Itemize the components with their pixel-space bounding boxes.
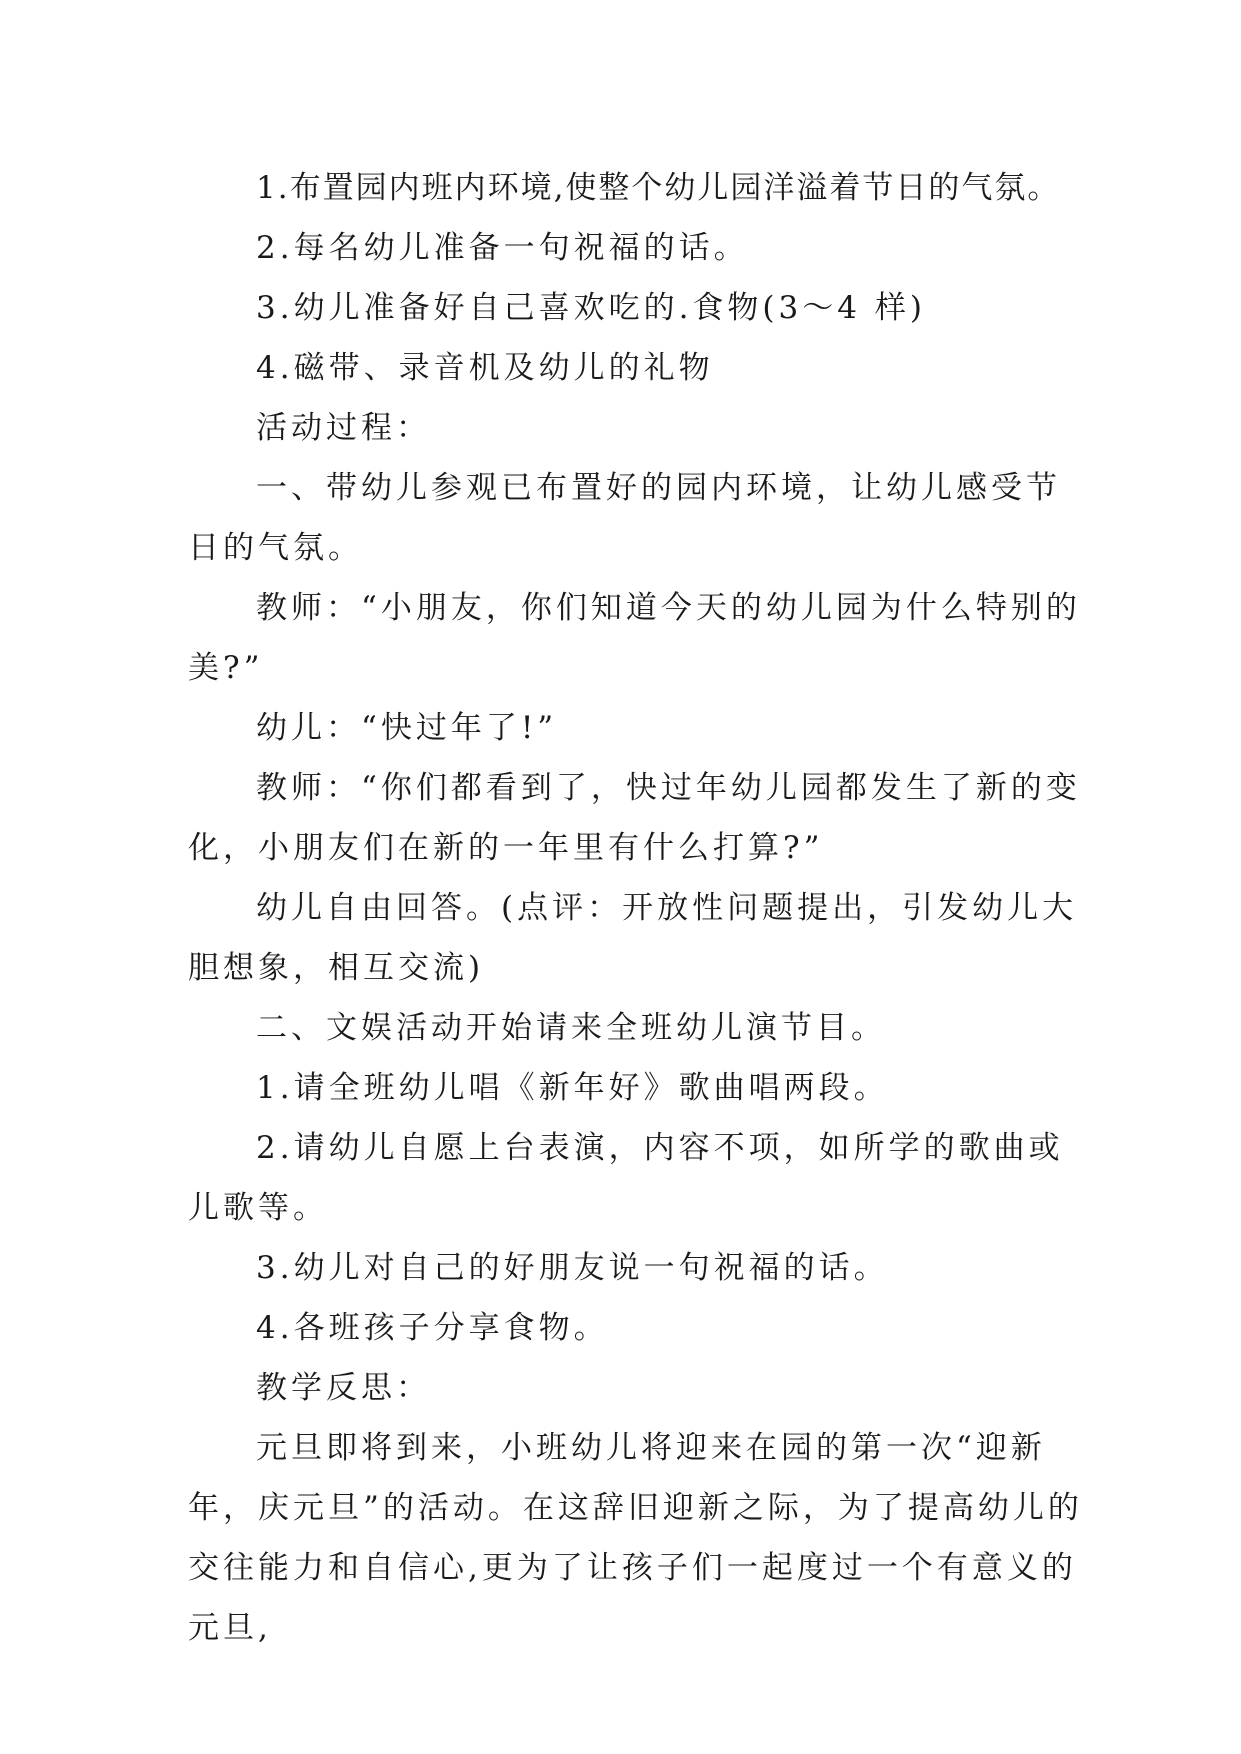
document-body <box>188 158 1083 1658</box>
paragraph-prep-3: 3.幼儿准备好自己喜欢吃的.食物(3～4 样) <box>256 290 926 326</box>
paragraph-activity-1: 1.请全班幼儿唱《新年好》歌曲唱两段。 <box>256 1070 889 1106</box>
paragraph-teacher-question: 教师：“小朋友，你们知道今天的幼儿园为什么特别的美?” <box>188 590 1081 686</box>
paragraph-step-2: 二、文娱活动开始请来全班幼儿演节目。 <box>256 1010 886 1046</box>
section-heading-process: 活动过程： <box>256 410 431 446</box>
paragraph-activity-3: 3.幼儿对自己的好朋友说一句祝福的话。 <box>256 1250 889 1286</box>
paragraph-prep-1: 1.布置园内班内环境,使整个幼儿园洋溢着节日的气氛。 <box>256 170 1061 206</box>
paragraph-child-answer: 幼儿：“快过年了!” <box>256 710 558 746</box>
section-heading-reflection: 教学反思： <box>256 1370 431 1406</box>
paragraph-prep-4: 4.磁带、录音机及幼儿的礼物 <box>256 350 714 386</box>
paragraph-teacher-followup: 教师：“你们都看到了，快过年幼儿园都发生了新的变化，小朋友们在新的一年里有什么打算?” <box>188 770 1081 866</box>
paragraph-free-answer: 幼儿自由回答。(点评：开放性问题提出，引发幼儿大胆想象，相互交流) <box>188 890 1078 986</box>
paragraph-reflection: 元旦即将到来，小班幼儿将迎来在园的第一次“迎新年，庆元旦”的活动。在这辞旧迎新之际，为了提高幼儿的交往能力和自信心,更为了让孩子们一起度过一个有意义的元旦, <box>188 1430 1083 1646</box>
paragraph-step-1: 一、带幼儿参观已布置好的园内环境，让幼儿感受节日的气氛。 <box>188 470 1061 566</box>
paragraph-prep-2: 2.每名幼儿准备一句祝福的话。 <box>256 230 749 266</box>
paragraph-activity-2: 2.请幼儿自愿上台表演，内容不项，如所学的歌曲或儿歌等。 <box>188 1130 1064 1226</box>
paragraph-activity-4: 4.各班孩子分享食物。 <box>256 1310 609 1346</box>
